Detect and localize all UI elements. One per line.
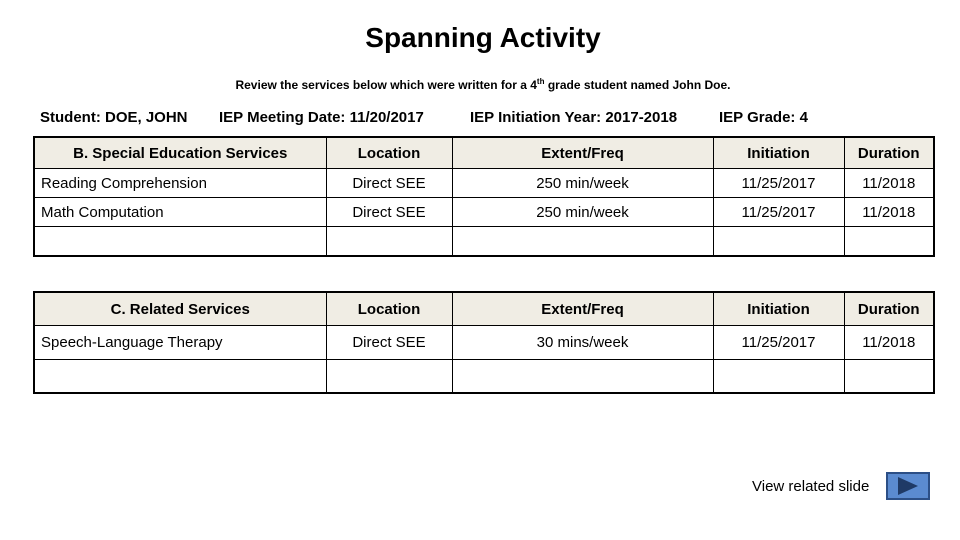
header-initiation: Initiation bbox=[713, 137, 844, 169]
cell-extent-freq: 30 mins/week bbox=[452, 326, 713, 360]
cell-initiation: 11/25/2017 bbox=[713, 326, 844, 360]
header-initiation: Initiation bbox=[713, 292, 844, 326]
cell-service bbox=[34, 227, 326, 257]
iep-meeting-date: IEP Meeting Date: 11/20/2017 bbox=[219, 109, 424, 126]
table-row bbox=[34, 198, 934, 227]
header-extent-freq: Extent/Freq bbox=[452, 292, 713, 326]
cell-initiation: 11/25/2017 bbox=[713, 198, 844, 227]
subtitle-superscript: th bbox=[536, 77, 545, 86]
cell-service: Math Computation bbox=[34, 198, 326, 227]
cell-extent-freq bbox=[452, 227, 713, 257]
cell-duration bbox=[844, 360, 934, 394]
cell-initiation: 11/25/2017 bbox=[713, 169, 844, 198]
header-location: Location bbox=[326, 137, 452, 169]
related-services-table bbox=[33, 291, 935, 394]
header-extent-freq: Extent/Freq bbox=[452, 137, 713, 169]
student-name: Student: DOE, JOHN bbox=[40, 109, 188, 126]
cell-location bbox=[326, 360, 452, 394]
cell-duration bbox=[844, 227, 934, 257]
special-education-services-table bbox=[33, 136, 935, 257]
subtitle-text-start: Review the services below which were written for a 4 bbox=[235, 78, 537, 92]
subtitle-text-end: grade student named John Doe. bbox=[544, 78, 731, 92]
cell-duration: 11/2018 bbox=[844, 198, 934, 227]
header-service: B. Special Education Services bbox=[34, 137, 326, 169]
cell-initiation bbox=[713, 227, 844, 257]
cell-service: Reading Comprehension bbox=[34, 169, 326, 198]
cell-location: Direct SEE bbox=[326, 326, 452, 360]
table-row-empty bbox=[34, 227, 934, 257]
next-slide-button[interactable] bbox=[886, 472, 930, 500]
table-row bbox=[34, 169, 934, 198]
header-service: C. Related Services bbox=[34, 292, 326, 326]
iep-initiation-year: IEP Initiation Year: 2017-2018 bbox=[470, 109, 678, 126]
view-related-slide-label: View related slide bbox=[752, 478, 870, 495]
play-arrow-icon bbox=[895, 476, 921, 496]
cell-service: Speech-Language Therapy bbox=[34, 326, 326, 360]
page-subtitle bbox=[0, 77, 960, 92]
cell-location: Direct SEE bbox=[326, 169, 452, 198]
table-header-row bbox=[34, 292, 934, 326]
header-duration: Duration bbox=[844, 137, 934, 169]
cell-extent-freq bbox=[452, 360, 713, 394]
page-title: Spanning Activity bbox=[365, 22, 601, 53]
cell-extent-freq: 250 min/week bbox=[452, 198, 713, 227]
header-location: Location bbox=[326, 292, 452, 326]
table-header-row bbox=[34, 137, 934, 169]
cell-duration: 11/2018 bbox=[844, 169, 934, 198]
cell-location bbox=[326, 227, 452, 257]
cell-location: Direct SEE bbox=[326, 198, 452, 227]
table-row-empty bbox=[34, 360, 934, 394]
header-duration: Duration bbox=[844, 292, 934, 326]
cell-service bbox=[34, 360, 326, 394]
iep-grade: IEP Grade: 4 bbox=[719, 109, 808, 126]
cell-extent-freq: 250 min/week bbox=[452, 169, 713, 198]
table-row bbox=[34, 326, 934, 360]
cell-duration: 11/2018 bbox=[844, 326, 934, 360]
cell-initiation bbox=[713, 360, 844, 394]
